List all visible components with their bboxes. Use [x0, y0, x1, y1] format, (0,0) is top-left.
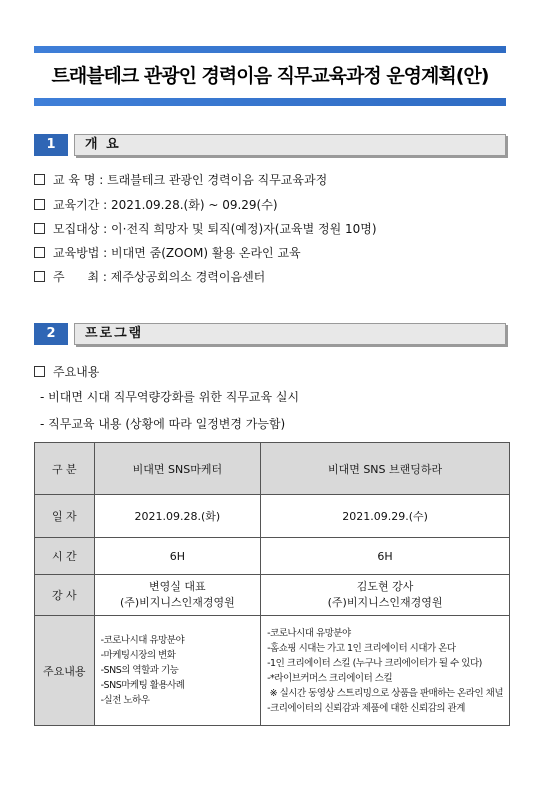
- table-row-date: [35, 495, 510, 538]
- table-row-time: [35, 538, 510, 575]
- header-course-2: 비대면 SNS 브랜딩하라: [261, 443, 510, 495]
- section-1-label: 개 요: [85, 137, 121, 152]
- lecturer-course-2: 김도현 강사 (주)비지니스인재경영원: [261, 575, 510, 616]
- time-course-1: 6H: [94, 538, 261, 575]
- date-course-2: 2021.09.29.(수): [261, 495, 510, 538]
- section-1-number: 1: [34, 134, 68, 156]
- header-course-1: 비대면 SNS마케터: [94, 443, 261, 495]
- checkbox-icon: [34, 247, 45, 258]
- section-2-header: [34, 323, 506, 345]
- page-title: 트래블테크 관광인 경력이음 직무교육과정 운영계획(안): [51, 65, 489, 87]
- content-course-2: -코로나시대 유망분야 -홈쇼핑 시대는 가고 1인 크리에이터 시대가 온다 -1인 크리에이터 스킬 (누구나 크리에이터가 될 수 있다) -*라이브커머스 크리에이터 스킬 ※ 실시간 동영상 스트리밍으로 상품을 판매하는 온라인 채널 -크리에이터의 신뢰감과 제품에 대한 신뢰감의 관계: [261, 616, 510, 726]
- title-bar-top: [34, 46, 506, 53]
- row-label-time: 시 간: [35, 538, 95, 575]
- overview-item: 주 최 : 제주상공회의소 경력이음센터: [34, 269, 265, 285]
- lecturer-course-1: 변영실 대표 (주)비지니스인재경영원: [94, 575, 261, 616]
- row-label-lecturer: 강 사: [35, 575, 95, 616]
- title-bar-bottom: [34, 98, 506, 106]
- time-course-2: 6H: [261, 538, 510, 575]
- section-2-label-box: [74, 323, 506, 345]
- section-1-header: [34, 134, 506, 156]
- overview-item: 모집대상 : 이·전직 희망자 및 퇴직(예정)자(교육별 정원 10명): [34, 221, 377, 237]
- overview-item: 교 육 명 : 트래블테크 관광인 경력이음 직무교육과정: [34, 172, 327, 188]
- content-course-1: -코로나시대 유망분야 -마케팅시장의 변화 -SNS의 역할과 기능 -SNS마케팅 활용사례 -실전 노하우: [94, 616, 261, 726]
- header-category: 구 분: [35, 443, 95, 495]
- row-label-date: 일 자: [35, 495, 95, 538]
- checkbox-icon: [34, 223, 45, 234]
- section-2-label: 프로그램: [85, 326, 144, 341]
- title-banner: [34, 46, 506, 106]
- checkbox-icon: [34, 271, 45, 282]
- program-table: [34, 442, 510, 726]
- table-row-content: [35, 616, 510, 726]
- date-course-1: 2021.09.28.(화): [94, 495, 261, 538]
- row-label-content: 주요내용: [35, 616, 95, 726]
- checkbox-icon: [34, 174, 45, 185]
- program-bullet: - 비대면 시대 직무역량강화를 위한 직무교육 실시: [40, 390, 300, 404]
- program-bullet: - 직무교육 내용 (상황에 따라 일정변경 가능함): [40, 417, 286, 431]
- overview-item: 교육방법 : 비대면 줌(ZOOM) 활용 온라인 교육: [34, 245, 301, 261]
- table-header-row: [35, 443, 510, 495]
- checkbox-icon: [34, 199, 45, 210]
- section-2-number: 2: [34, 323, 68, 345]
- program-subhead: 주요내용: [34, 364, 99, 380]
- overview-item: 교육기간 : 2021.09.28.(화) ~ 09.29(수): [34, 197, 278, 213]
- checkbox-icon: [34, 366, 45, 377]
- section-1-label-box: [74, 134, 506, 156]
- table-row-lecturer: [35, 575, 510, 616]
